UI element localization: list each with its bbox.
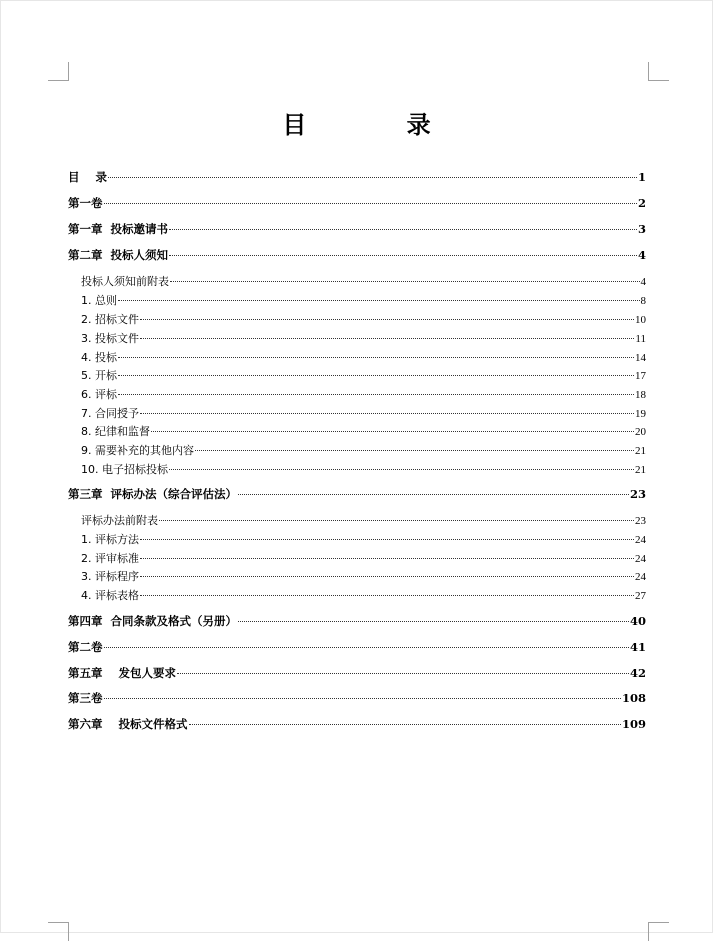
toc-entry[interactable] — [68, 613, 646, 629]
toc-entry-page: 24 — [635, 571, 646, 583]
toc-entry-page: 108 — [621, 691, 646, 705]
toc-leader-dots — [118, 394, 634, 395]
toc-entry[interactable] — [81, 512, 646, 528]
toc-entry-label: 3. 评标程序 — [81, 570, 139, 583]
toc-entry-page: 42 — [629, 666, 646, 680]
toc-entry[interactable] — [68, 690, 646, 706]
toc-title: 目 录 — [282, 110, 477, 139]
toc-leader-dots — [140, 338, 634, 339]
toc-leader-dots — [104, 203, 637, 204]
toc-leader-dots — [108, 177, 637, 178]
toc-leader-dots — [140, 319, 634, 320]
toc-entry-label: 第六章 投标文件格式 — [68, 717, 188, 731]
toc-entry-page: 3 — [637, 222, 646, 236]
toc-entry[interactable] — [81, 405, 646, 421]
toc-leader-dots — [104, 698, 621, 699]
toc-entry-page: 24 — [635, 553, 646, 565]
toc-entry-page: 21 — [635, 445, 646, 457]
toc-entry[interactable] — [68, 221, 646, 237]
toc-leader-dots — [140, 539, 634, 540]
toc-leader-dots — [159, 520, 634, 521]
toc-entry[interactable] — [81, 550, 646, 566]
toc-entry[interactable] — [68, 486, 646, 502]
toc-entry[interactable] — [81, 273, 646, 289]
toc-entry-label: 3. 投标文件 — [81, 332, 139, 345]
toc-entry[interactable] — [81, 367, 646, 383]
toc-entry[interactable] — [81, 531, 646, 547]
toc-entry-label: 第一章 投标邀请书 — [68, 222, 169, 236]
toc-entry-page: 23 — [635, 515, 646, 527]
toc-entry-page: 24 — [635, 534, 646, 546]
toc-entry-label: 4. 投标 — [81, 351, 117, 364]
toc-entry[interactable] — [81, 292, 646, 308]
toc-entry-page: 10 — [635, 314, 646, 326]
toc-entry[interactable] — [68, 716, 646, 732]
toc-entry[interactable] — [68, 665, 646, 681]
toc-leader-dots — [169, 255, 637, 256]
toc-leader-dots — [140, 413, 634, 414]
toc-entry-page: 11 — [635, 333, 646, 345]
toc-leader-dots — [195, 450, 634, 451]
toc-entry-label: 第二章 投标人须知 — [68, 248, 169, 262]
toc-entry[interactable] — [81, 349, 646, 365]
toc-entry-label: 1. 评标方法 — [81, 533, 139, 546]
toc-entry-label: 第二卷 — [68, 640, 103, 654]
toc-entry-page: 20 — [635, 426, 646, 438]
toc-entry-label: 6. 评标 — [81, 388, 117, 401]
toc-entry-label: 1. 总则 — [81, 294, 117, 307]
toc-entry-page: 23 — [629, 487, 646, 501]
toc-entry-label: 投标人须知前附表 — [81, 275, 169, 288]
toc-leader-dots — [177, 673, 629, 674]
toc-entry-label: 8. 纪律和监督 — [81, 425, 150, 438]
toc-entry-label: 9. 需要补充的其他内容 — [81, 444, 194, 457]
toc-entry-page: 18 — [635, 389, 646, 401]
toc-entry-label: 第三章 评标办法（综合评估法） — [68, 487, 238, 501]
toc-entry-page: 4 — [637, 248, 646, 262]
toc-entry-page: 41 — [629, 640, 646, 654]
toc-entry-page: 40 — [629, 614, 646, 628]
toc-entry[interactable] — [81, 386, 646, 402]
toc-leader-dots — [118, 357, 634, 358]
toc-entry-label: 第一卷 — [68, 196, 103, 210]
toc-entry[interactable] — [68, 247, 646, 263]
toc-entry-label: 2. 招标文件 — [81, 313, 139, 326]
toc-entry-label: 目 录 — [68, 170, 108, 184]
toc-entry-label: 2. 评审标准 — [81, 552, 139, 565]
toc-entry[interactable] — [81, 330, 646, 346]
toc-entry-label: 7. 合同授予 — [81, 407, 139, 420]
toc-entry-label: 10. 电子招标投标 — [81, 463, 168, 476]
toc-leader-dots — [140, 595, 634, 596]
toc-leader-dots — [189, 724, 621, 725]
toc-leader-dots — [151, 431, 634, 432]
toc-entry-page: 4 — [640, 276, 646, 288]
toc-entry-label: 评标办法前附表 — [81, 514, 158, 527]
toc-entry-page: 109 — [621, 717, 646, 731]
toc-entry-label: 第五章 发包人要求 — [68, 666, 177, 680]
toc-entry[interactable] — [68, 639, 646, 655]
toc-entry-page: 17 — [635, 370, 646, 382]
toc-entry[interactable] — [81, 423, 646, 439]
toc-leader-dots — [238, 494, 629, 495]
toc-leader-dots — [169, 469, 634, 470]
toc-leader-dots — [169, 229, 637, 230]
toc-entry[interactable] — [81, 568, 646, 584]
toc-leader-dots — [140, 558, 634, 559]
toc-entry-page: 21 — [635, 464, 646, 476]
toc-entry-page: 2 — [637, 196, 646, 210]
toc-leader-dots — [170, 281, 640, 282]
toc-leader-dots — [118, 300, 640, 301]
toc-leader-dots — [104, 647, 629, 648]
toc-entry[interactable] — [68, 169, 646, 185]
toc-entry-page: 19 — [635, 408, 646, 420]
toc-entry-page: 8 — [640, 295, 646, 307]
toc-entry-page: 27 — [635, 590, 646, 602]
toc-entry[interactable] — [81, 311, 646, 327]
toc-entry[interactable] — [81, 442, 646, 458]
toc-leader-dots — [118, 375, 634, 376]
toc-entry[interactable] — [81, 587, 646, 603]
toc-entry-label: 第四章 合同条款及格式（另册） — [68, 614, 238, 628]
toc-entry-page: 1 — [637, 170, 646, 184]
toc-entry-page: 14 — [635, 352, 646, 364]
toc-leader-dots — [140, 576, 634, 577]
toc-entry-label: 4. 评标表格 — [81, 589, 139, 602]
toc-entry[interactable] — [68, 195, 646, 211]
toc-entry[interactable] — [81, 461, 646, 477]
toc-entry-label: 第三卷 — [68, 691, 103, 705]
toc-leader-dots — [238, 621, 629, 622]
toc-entry-label: 5. 开标 — [81, 369, 117, 382]
